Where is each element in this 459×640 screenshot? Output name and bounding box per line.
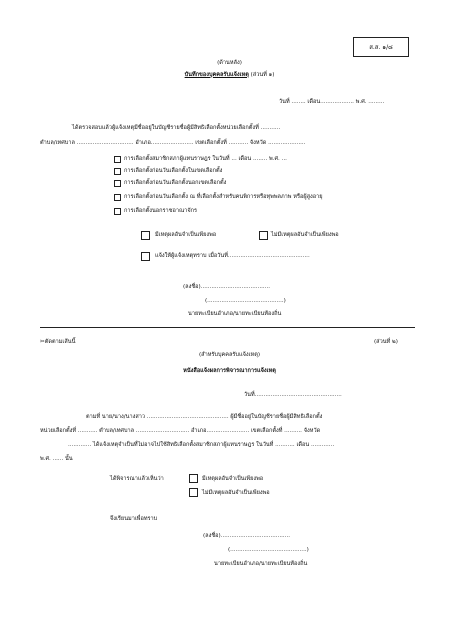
option-label-2: การเลือกตั้งก่อนวันเลือกตั้งในเขตเลือกตั้ง	[124, 168, 223, 174]
option-checkbox-4[interactable]	[114, 194, 121, 201]
part2-title: หนังสือแจ้งผลการพิจารณาการแจ้งเหตุ	[183, 368, 276, 374]
form-code-box	[353, 37, 409, 57]
form-code: ส.ส. ๑/๘	[369, 44, 393, 51]
notify-checkbox[interactable]	[141, 252, 150, 261]
notify-line: แจ้งให้ผู้แจ้งเหตุทราบ เมื่อวันที่..............................................	[155, 253, 310, 259]
cut-line	[40, 327, 415, 328]
option-label-1: การเลือกตั้งสมาชิกสภาผู้แทนราษฎร ในวันที่ ... เดือน ........ พ.ศ. ...	[124, 156, 287, 162]
part1-name-line: (...........................................)	[205, 298, 286, 304]
cut-label: ✂ตัดตามเส้นนี้	[40, 339, 76, 345]
part2-for-label: (สำหรับบุคคลรับแจ้งเหตุ)	[198, 352, 261, 358]
part2-reason-yes-label: มีเหตุผลอันจำเป็นเพียงพอ	[202, 476, 264, 482]
scissors-icon: ✂	[40, 339, 45, 345]
part1-title: บันทึกของบุคคลรับแจ้งเหตุ	[184, 72, 249, 78]
part2-para-line3: ............. ได้แจ้งเหตุจำเป็นที่ไม่อาจไปใช้สิทธิเลือกตั้งสมาชิกสภาผู้แทนราษฎร ในวันที่ ........... เดือน .............	[68, 442, 335, 448]
option-label-5: การเลือกตั้งนอกราชอาณาจักร	[124, 208, 197, 214]
part2-para-line2: หน่วยเลือกตั้งที่ ........... ตำบล/เทศบาล .............................. อำเภอ........................ เขตเลือกตั้งที่ .......... จังหวัด	[40, 428, 321, 434]
option-checkbox-3[interactable]	[114, 180, 121, 187]
option-checkbox-1[interactable]	[114, 156, 121, 163]
part2-reason-no-label: ไม่มีเหตุผลอันจำเป็นเพียงพอ	[202, 490, 270, 496]
part2-considered: ได้พิจารณาแล้วเห็นว่า	[110, 476, 164, 482]
part2-closing: จึงเรียนมาเพื่อทราบ	[110, 516, 158, 522]
part2-para-line1: ตามที่ นาย/นาง/นางสาว .............................................. ผู้มีชื่ออยู่ในบัญชีรายชื่อผู้มีสิทธิเลือกตั้ง	[86, 414, 323, 420]
reason-yes-checkbox[interactable]	[141, 231, 150, 240]
part1-sign-line: (ลงชื่อ).......................................	[183, 284, 271, 290]
part1-part-label: (ส่วนที่ ๑)	[250, 72, 275, 78]
part2-part-label: (ส่วนที่ ๒)	[374, 339, 398, 345]
part2-reason-no-checkbox[interactable]	[189, 488, 198, 497]
option-label-3: การเลือกตั้งก่อนวันเลือกตั้งนอกเขตเลือกตั้ง	[124, 180, 227, 186]
part2-reason-yes-checkbox[interactable]	[189, 474, 198, 483]
option-checkbox-2[interactable]	[114, 168, 121, 175]
back-page-label: (ด้านหลัง)	[217, 60, 242, 66]
part1-position: นายทะเบียนอำเภอ/นายทะเบียนท้องถิ่น	[188, 311, 282, 317]
reason-yes-label: มีเหตุผลอันจำเป็นเพียงพอ	[155, 232, 217, 238]
part1-para-line2: ตำบล/เทศบาล ................................ อำเภอ........................ เขตเลือกตั้งที่ ........... จังหวัด .....................	[40, 140, 306, 146]
part2-name-line: (...........................................)	[228, 547, 309, 553]
option-label-4: การเลือกตั้งก่อนวันเลือกตั้ง ณ ที่เลือกตั้งสำหรับคนพิการหรือทุพพลภาพ หรือผู้สูงอายุ	[124, 194, 323, 200]
part1-heading	[0, 72, 459, 79]
part1-para-line1: ได้ตรวจสอบแล้วผู้แจ้งเหตุมีชื่ออยู่ในบัญชีรายชื่อผู้มีสิทธิเลือกตั้งหน่วยเลือกตั้งที่ ...........	[72, 125, 281, 131]
reason-no-label: ไม่มีเหตุผลอันจำเป็นเพียงพอ	[271, 232, 339, 238]
part2-para-line4: พ.ศ. ...... นั้น	[40, 456, 73, 462]
option-checkbox-5[interactable]	[114, 208, 121, 215]
part2-date-line: วันที่.................................................	[244, 392, 342, 398]
part2-position: นายทะเบียนอำเภอ/นายทะเบียนท้องถิ่น	[214, 561, 308, 567]
reason-no-checkbox[interactable]	[259, 231, 268, 240]
part2-sign-line: (ลงชื่อ).......................................	[203, 533, 291, 539]
part1-date-line: วันที่ ........ เดือน................... พ.ศ. .........	[279, 99, 385, 105]
